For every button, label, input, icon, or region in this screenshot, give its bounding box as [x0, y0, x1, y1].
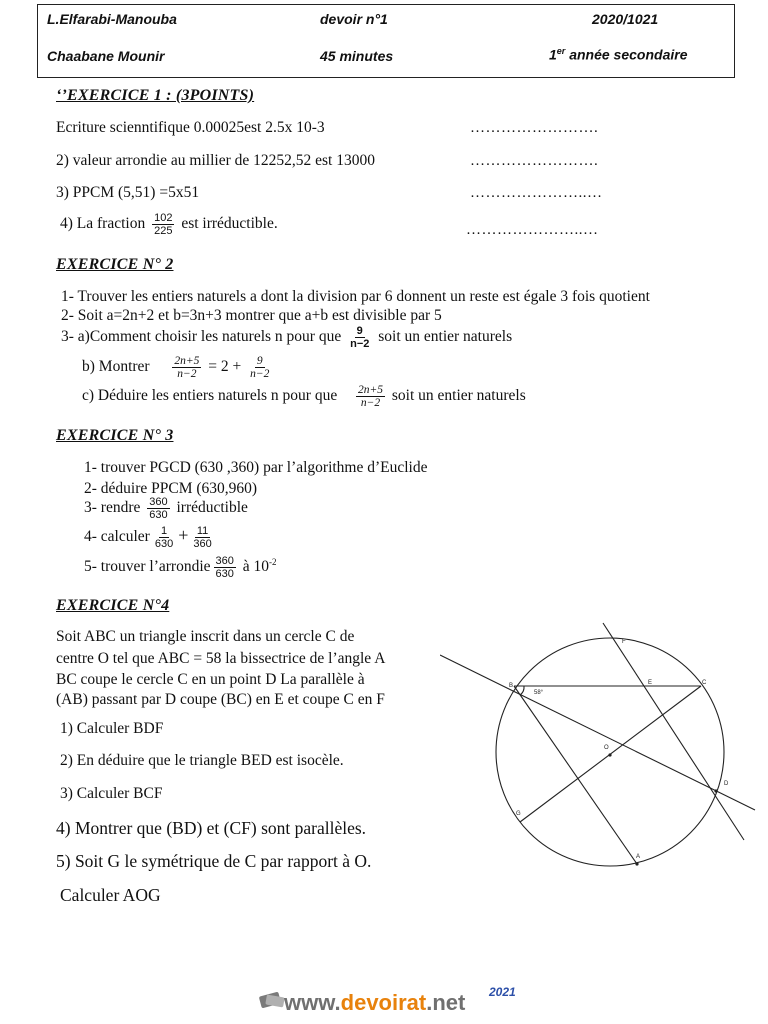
ex3-question-1: 1- trouver PGCD (630 ,360) par l’algorithme d’Euclide — [84, 459, 428, 476]
label-c: C — [702, 680, 707, 686]
devoir-number: devoir n°1 — [320, 11, 388, 27]
exercise-4-title: EXERCICE N°4 — [56, 597, 170, 614]
ex4-question-2: 2) En déduire que le triangle BED est isocèle. — [60, 752, 344, 769]
ex2-q3c-prefix: c) Déduire les entiers naturels n pour que — [82, 387, 338, 405]
plus-sign: + — [178, 525, 189, 546]
ex3-question-2: 2- déduire PPCM (630,960) — [84, 480, 258, 497]
ex1-answer-blank-1: ……………………. — [470, 120, 599, 136]
fraction-102-225 — [152, 212, 174, 237]
school-year: 2020/1021 — [592, 11, 659, 27]
school-name: L.Elfarabi-Manouba — [47, 11, 177, 27]
ex3-q3-suffix: irréductible — [176, 499, 248, 517]
class-level — [549, 46, 687, 63]
ex2-question-1: 1- Trouver les entiers naturels a dont la division par 6 donnent un reste est égale 3 fois quotient — [61, 288, 650, 305]
fraction-denominator: 630 — [215, 568, 234, 580]
ex1-question-1: Ecriture scienntifique 0.00025est 2.5x 10-3 — [56, 119, 325, 136]
ex3-q4-prefix: 4- calculer — [84, 528, 150, 546]
angle-arc-b — [520, 686, 524, 695]
footer-logo-tld: .net — [426, 990, 466, 1015]
ex4-question-1: 1) Calculer BDF — [60, 720, 164, 737]
fraction-360-630 — [147, 496, 169, 521]
segment-ba — [514, 686, 637, 864]
fraction-numerator: 360 — [215, 555, 234, 567]
ex2-q3b-prefix: b) Montrer — [82, 358, 150, 376]
ex1-question-3: 3) PPCM (5,51) =5x51 — [56, 184, 200, 201]
ex4-question-4: 4) Montrer que (BD) et (CF) sont parallèles. — [56, 818, 367, 838]
footer-logo-prefix: www. — [284, 990, 341, 1015]
fraction-2n5-n-2-c — [356, 384, 385, 409]
fraction-denominator: 225 — [154, 225, 173, 237]
fraction-360-630-b — [214, 555, 236, 580]
point-a — [635, 862, 638, 865]
fraction-11-360 — [191, 525, 213, 550]
class-level-number: 1 — [549, 46, 557, 63]
ex2-question-3c — [82, 384, 526, 409]
ex1-answer-blank-2: ……………………. — [470, 153, 599, 169]
ex2-question-2: 2- Soit a=2n+2 et b=3n+3 montrer que a+b est divisible par 5 — [61, 307, 442, 324]
ex4-question-5: 5) Soit G le symétrique de C par rapport à O. — [56, 851, 372, 871]
fraction-9-n-2 — [348, 325, 371, 350]
point-o — [608, 753, 611, 756]
ex4-intro-line-2: centre O tel que ABC = 58 la bissectrice de l’angle A — [56, 650, 386, 667]
ex3-question-3 — [84, 496, 248, 521]
fraction-2n5-n-2 — [172, 355, 201, 380]
exercise-2-title: EXERCICE N° 2 — [56, 256, 174, 273]
fraction-denominator: n−2 — [177, 368, 197, 380]
ex1-question-4 — [60, 212, 278, 237]
fraction-numerator: 2n+5 — [174, 355, 200, 367]
ex1-q4-suffix: est irréductible. — [181, 215, 278, 233]
fraction-9-n-2-b — [248, 355, 271, 380]
ex1-question-2: 2) valeur arrondie au millier de 12252,52 est 13000 — [56, 152, 375, 169]
ex4-intro-line-3: BC coupe le cercle C en un point D La parallèle à — [56, 671, 365, 688]
ex3-q3-prefix: 3- rendre — [84, 499, 141, 517]
label-a: A — [636, 854, 641, 860]
fraction-denominator: n−2 — [360, 397, 381, 409]
label-f: F — [622, 639, 626, 645]
ex3-q5-suffix: à 10 — [242, 558, 270, 576]
label-o: O — [604, 745, 609, 751]
fraction-numerator: 11 — [196, 525, 209, 537]
teacher-name: Chaabane Mounir — [47, 48, 165, 64]
fraction-numerator: 102 — [154, 212, 173, 224]
ex2-q3a-suffix: soit un entier naturels — [378, 328, 513, 346]
fraction-numerator: 9 — [356, 325, 363, 337]
point-d — [714, 789, 717, 792]
label-g: G — [516, 811, 521, 817]
ex4-intro-line-1: Soit ABC un triangle inscrit dans un cercle C de — [56, 628, 355, 645]
exercise-3-title: EXERCICE N° 3 — [56, 427, 174, 444]
fraction-numerator: 360 — [149, 496, 168, 508]
fraction-denominator: 630 — [154, 538, 174, 550]
footer-logo-site: devoirat — [340, 990, 427, 1015]
fraction-1-630 — [153, 525, 175, 550]
ex3-question-5 — [84, 555, 277, 580]
fraction-denominator: 360 — [193, 538, 212, 550]
footer-logo — [284, 990, 465, 1016]
fraction-numerator: 2n+5 — [357, 384, 383, 396]
duration: 45 minutes — [320, 48, 394, 64]
class-level-sup: er — [556, 46, 566, 56]
label-e: E — [648, 680, 653, 686]
equation-equals-two-plus: = 2 + — [208, 358, 242, 376]
ex2-question-3a — [61, 325, 512, 350]
ex2-q3c-suffix: soit un entier naturels — [391, 387, 526, 405]
circle-c — [496, 638, 724, 866]
ex1-answer-blank-3: …………………..… — [470, 185, 603, 201]
ex4-question-3: 3) Calculer BCF — [60, 785, 163, 802]
fraction-denominator: 630 — [149, 509, 168, 521]
geometry-figure — [440, 615, 760, 875]
ex4-question-6: Calculer AOG — [60, 885, 161, 905]
fraction-numerator: 9 — [256, 355, 263, 367]
fraction-denominator: n−2 — [350, 338, 370, 350]
class-level-rest: année secondaire — [565, 46, 688, 63]
line-bisector-ad — [440, 655, 755, 810]
fraction-numerator: 1 — [160, 525, 168, 537]
label-d: D — [724, 781, 729, 787]
exercise-1-title: ‘’EXERCICE 1 : (3POINTS) — [56, 87, 255, 104]
ex3-question-4 — [84, 525, 217, 550]
ex4-intro-line-4: (AB) passant par D coupe (BC) en E et coupe C en F — [56, 691, 385, 708]
fraction-denominator: n−2 — [250, 368, 270, 380]
ex1-answer-blank-4: …………………..… — [466, 222, 599, 238]
ex3-q5-prefix: 5- trouver l’arrondie — [84, 558, 211, 576]
footer-logo-year: 2021 — [489, 985, 516, 999]
label-b: B — [509, 683, 514, 689]
label-angle-58: 58° — [534, 690, 544, 696]
line-fd — [603, 623, 744, 840]
ex2-question-3b — [82, 355, 274, 380]
ex2-q3a-prefix: 3- a)Comment choisir les naturels n pour que — [61, 328, 342, 346]
exponent: -2 — [269, 556, 277, 567]
ex1-q4-prefix: 4) La fraction — [60, 215, 146, 233]
